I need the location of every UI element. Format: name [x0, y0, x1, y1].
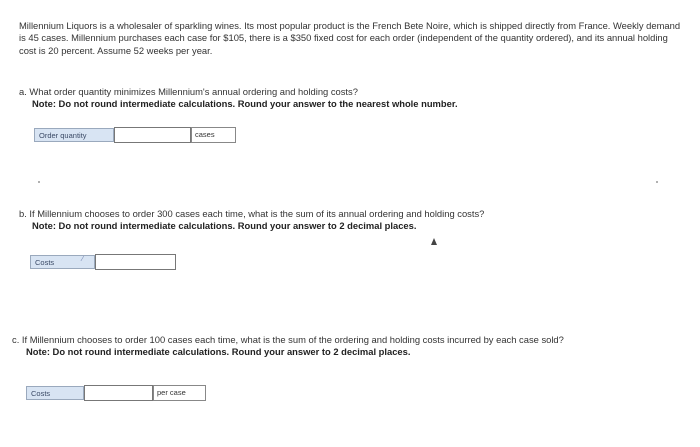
question-b-text: b. If Millennium chooses to order 300 cases each time, what is the sum of its annual ordering and holding costs? [19, 208, 485, 219]
costs-input-c[interactable] [84, 385, 153, 401]
question-b-note: Note: Do not round intermediate calculations. Round your answer to 2 decimal places. [32, 220, 417, 232]
costs-label-c: Costs [26, 386, 84, 400]
order-quantity-label: Order quantity [34, 128, 114, 142]
edit-pencil-icon: ⁄ [82, 256, 84, 263]
costs-input-b[interactable] [95, 254, 176, 270]
question-a-text: a. What order quantity minimizes Millennium's annual ordering and holding costs? [19, 86, 358, 97]
mouse-cursor-icon [431, 238, 437, 245]
question-c [12, 334, 692, 359]
question-a [19, 86, 684, 111]
order-quantity-unit: cases [191, 127, 236, 143]
question-c-note: Note: Do not round intermediate calculations. Round your answer to 2 decimal places. [26, 346, 411, 358]
decorative-dot [656, 181, 658, 183]
order-quantity-input[interactable] [114, 127, 191, 143]
costs-label-b: Costs [30, 255, 95, 269]
question-b [19, 208, 684, 233]
question-a-note: Note: Do not round intermediate calculations. Round your answer to the nearest whole number. [32, 98, 458, 110]
question-c-text: c. If Millennium chooses to order 100 cases each time, what is the sum of the ordering and holding costs incurred by each case sold? [12, 334, 564, 345]
problem-intro: Millennium Liquors is a wholesaler of sparkling wines. Its most popular product is the French Bete Noire, which is shipped directly from France. Weekly demand is 45 cases. Millennium purchases each case for $105, there is a $350 fixed cost for each order (independent of the quantity ordered), and its annual holding cost is 20 percent. Assume 52 weeks per year. [19, 20, 681, 56]
decorative-dot [38, 181, 40, 183]
costs-unit-c: per case [153, 385, 206, 401]
